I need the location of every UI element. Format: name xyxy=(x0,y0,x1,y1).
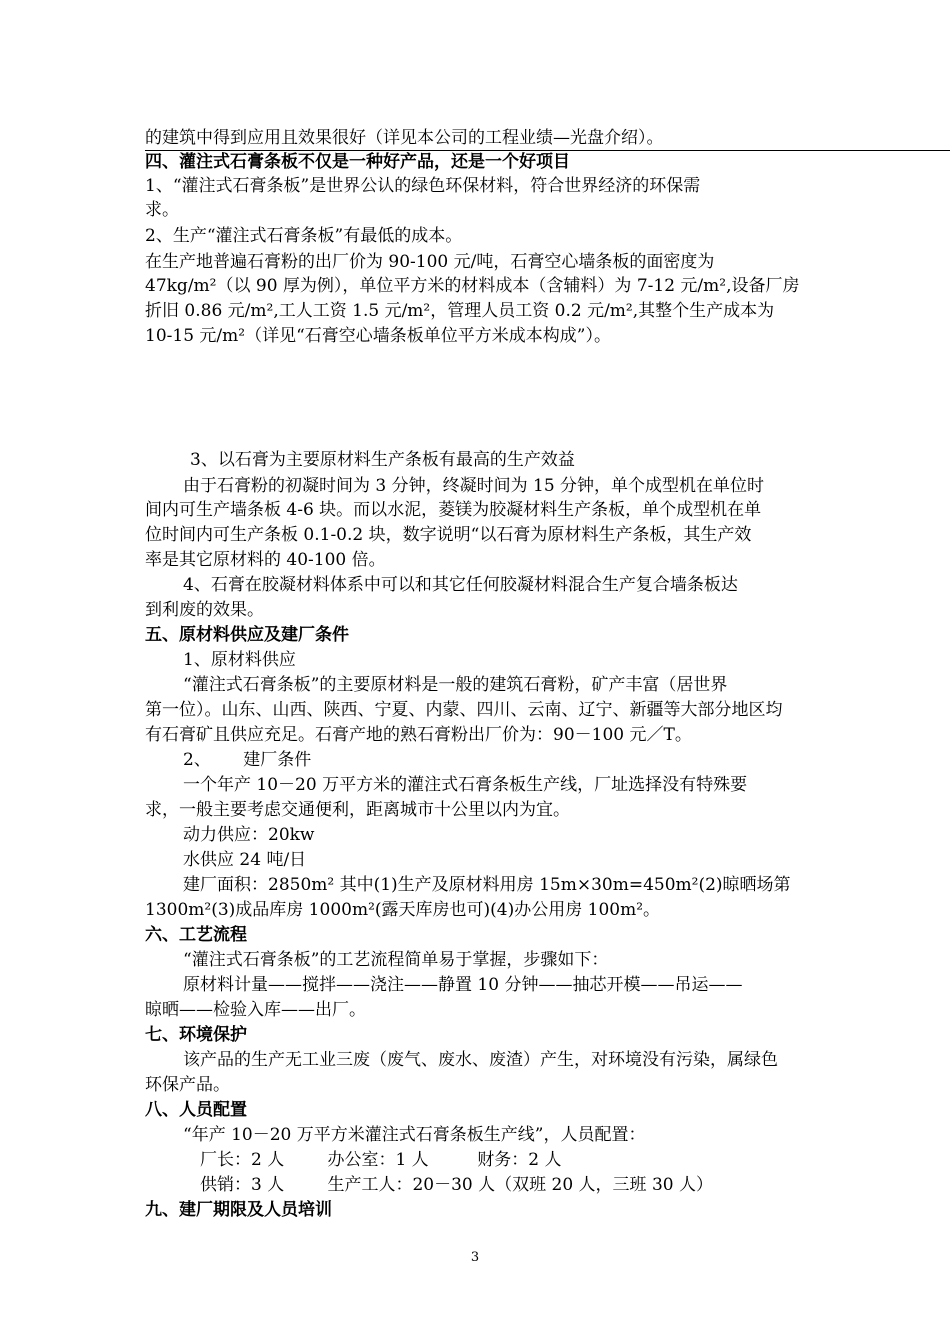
text-line: 4、石膏在胶凝材料体系中可以和其它任何胶凝材料混合生产复合墙条板达 xyxy=(183,575,738,595)
text-line: 3、以石膏为主要原材料生产条板有最高的生产效益 xyxy=(190,450,575,470)
text-line: 建厂面积：2850m² 其中(1)生产及原材料用房 15m×30m=450m²(2)晾晒场第 xyxy=(183,875,791,895)
text-line: 间内可生产墙条板 4-6 块。而以水泥，菱镁为胶凝材料生产条板，单个成型机在单 xyxy=(145,500,762,520)
text-line: “年产 10－20 万平方米灌注式石膏条板生产线”，人员配置： xyxy=(183,1125,646,1145)
text-line: 1、“灌注式石膏条板”是世界公认的绿色环保材料，符合世界经济的环保需 xyxy=(145,176,701,196)
section-heading: 九、建厂期限及人员培训 xyxy=(145,1200,332,1220)
text-line: 2、 建厂条件 xyxy=(183,750,312,770)
text-line: 1、原材料供应 xyxy=(183,650,296,670)
text-line: 折旧 0.86 元/m²,工人工资 1.5 元/m²，管理人员工资 0.2 元/m²,其整个生产成本为 xyxy=(145,301,775,321)
text-line: 原材料计量——搅拌——浇注——静置 10 分钟——抽芯开模——吊运—— xyxy=(183,975,743,995)
text-line: 第一位）。山东、山西、陕西、宁夏、内蒙、四川、云南、辽宁、新疆等大部分地区均 xyxy=(145,700,783,720)
staffing-row: 供销：3 人 生产工人：20－30 人（双班 20 人，三班 30 人） xyxy=(200,1175,713,1195)
text-line: 1300m²(3)成品库房 1000m²(露天库房也可)(4)办公用房 100m²。 xyxy=(145,900,661,920)
text-line: 有石膏矿且供应充足。石膏产地的熟石膏粉出厂价为：90－100 元／T。 xyxy=(145,725,692,745)
text-line: “灌注式石膏条板”的主要原材料是一般的建筑石膏粉，矿产丰富（居世界 xyxy=(183,675,728,695)
text-line: 在生产地普遍石膏粉的出厂价为 90-100 元/吨，石膏空心墙条板的面密度为 xyxy=(145,252,715,272)
text-line: 的建筑中得到应用且效果很好（详见本公司的工程业绩—光盘介绍）。 xyxy=(145,128,664,148)
text-line: 到利废的效果。 xyxy=(145,600,264,620)
text-line: 47kg/m²（以 90 厚为例），单位平方米的材料成本（含辅料）为 7-12 元/m²,设备厂房 xyxy=(145,276,800,296)
text-line: 该产品的生产无工业三废（废气、废水、废渣）产生，对环境没有污染，属绿色 xyxy=(183,1050,778,1070)
section-heading: 八、人员配置 xyxy=(145,1100,247,1120)
text-line: 环保产品。 xyxy=(145,1075,230,1095)
text-line: “灌注式石膏条板”的工艺流程简单易于掌握，步骤如下： xyxy=(183,950,609,970)
section-heading: 七、环境保护 xyxy=(145,1025,247,1045)
text-line: 水供应 24 吨/日 xyxy=(183,850,307,870)
text-line: 10-15 元/m²（详见“石膏空心墙条板单位平方米成本构成”）。 xyxy=(145,326,611,346)
text-line: 求。 xyxy=(145,200,179,220)
page-number: 3 xyxy=(470,1250,480,1265)
section-heading: 四、灌注式石膏条板不仅是一种好产品，还是一个好项目 xyxy=(145,152,570,172)
text-line: 位时间内可生产条板 0.1-0.2 块，数字说明“以石膏为原材料生产条板，其生产效 xyxy=(145,525,752,545)
text-line: 动力供应：20kw xyxy=(183,825,315,845)
text-line: 2、生产“灌注式石膏条板”有最低的成本。 xyxy=(145,226,463,246)
text-line: 率是其它原材料的 40-100 倍。 xyxy=(145,550,386,570)
section-heading: 五、原材料供应及建厂条件 xyxy=(145,625,349,645)
staffing-row: 厂长：2 人 办公室：1 人 财务：2 人 xyxy=(200,1150,562,1170)
text-line: 晾晒——检验入库——出厂。 xyxy=(145,1000,366,1020)
text-line: 一个年产 10－20 万平方米的灌注式石膏条板生产线，厂址选择没有特殊要 xyxy=(183,775,748,795)
text-line: 求，一般主要考虑交通便利，距离城市十公里以内为宜。 xyxy=(145,800,570,820)
text-line: 由于石膏粉的初凝时间为 3 分钟，终凝时间为 15 分钟，单个成型机在单位时 xyxy=(183,476,765,496)
section-heading: 六、工艺流程 xyxy=(145,925,247,945)
